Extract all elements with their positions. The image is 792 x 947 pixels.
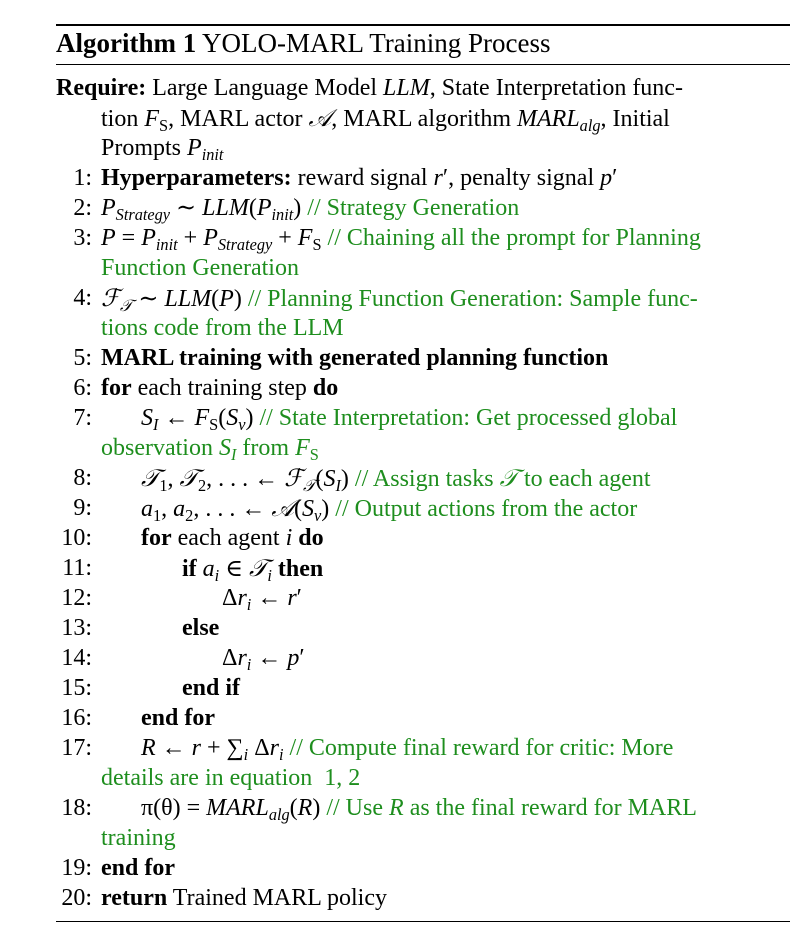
line-11: if $a_i$ ∈ 𝒯$_i$ then [182,554,324,586]
line-number-16: 16: [61,705,92,731]
line-number-20: 20: [61,885,92,911]
line-number-6: 6: [73,375,92,401]
line-13: else [182,615,220,641]
line-5: MARL training with generated planning function [101,345,609,371]
line-number-2: 2: [73,195,92,221]
line-20: return Trained MARL policy [101,885,388,911]
line-4: ℱ$_𝒯$ ∼ LLM(P) // Planning Function Generation: Sample func- [101,284,698,316]
line-1: Hyperparameters: reward signal r′, penalty signal p′ [101,165,618,191]
line-number-19: 19: [61,855,92,881]
line-3-cont: Function Generation [101,255,299,281]
line-17: R ← $r + \sum_i$ $\Delta r_i$ // Compute final reward for critic: More [141,735,674,765]
line-8: 𝒯$_1$, 𝒯$_2$, . . . ← $ℱ_𝒯(S_I)$ // Assign tasks 𝒯 to each agent [141,464,651,496]
algorithm-label: Algorithm 1 [56,28,197,58]
require-line-2: tion $F_S$, MARL actor 𝒜, MARL algorithm $MARL_{alg}$, Initial [101,104,670,136]
line-18-cont: training [101,825,176,851]
line-number-15: 15: [61,675,92,701]
line-12: $\Delta r_i$ ← r′ [222,585,302,615]
line-number-8: 8: [73,465,92,491]
line-6: for each training step do [101,375,339,401]
line-number-17: 17: [61,735,92,761]
require-line-1: Require: Large Language Model LLM, State Interpretation func- [56,75,683,101]
line-number-14: 14: [61,645,92,671]
line-10: for each agent i do [141,525,324,551]
line-19: end for [101,855,175,881]
line-9: $a_1$, $a_2$, . . . ← $𝒜(S_v)$ // Output actions from the actor [141,494,638,526]
bottom-rule [56,921,790,922]
line-number-3: 3: [73,225,92,251]
line-number-13: 13: [61,615,92,641]
top-rule [56,24,790,26]
line-14: $\Delta r_i$ ← p′ [222,645,305,675]
require-keyword: Require: [56,75,147,101]
line-number-9: 9: [73,495,92,521]
line-number-10: 10: [61,525,92,551]
line-number-18: 18: [61,795,92,821]
line-2: $P_{Strategy}$ ∼ $LLM(P_{init})$ // Strategy Generation [101,195,520,225]
line-15: end if [182,675,241,701]
line-number-7: 7: [73,405,92,431]
line-number-12: 12: [61,585,92,611]
line-number-11: 11: [62,555,92,581]
line-7: $S_I$ ← $F_S(S_v)$ // State Interpretation: Get processed global [141,405,678,435]
line-18: $\pi(\theta) = MARL_{alg}(R)$ // Use R as the final reward for MARL [141,795,697,825]
algorithm-title: YOLO-MARL Training Process [201,28,551,58]
line-number-1: 1: [73,165,92,191]
require-line-3: Prompts $P_{init}$ [101,135,224,165]
line-17-cont: details are in equation 1, 2 [101,765,361,791]
title-rule [56,64,790,65]
algorithm-caption [56,28,551,59]
line-4-cont: tions code from the LLM [101,315,344,341]
line-16: end for [141,705,215,731]
line-3: $P = P_{init} + P_{Strategy} + F_S$ // Chaining all the prompt for Planning [101,225,701,255]
line-number-4: 4: [73,285,92,311]
line-7-cont: observation $S_I$ from $F_S$ [101,435,319,465]
line-number-5: 5: [73,345,92,371]
